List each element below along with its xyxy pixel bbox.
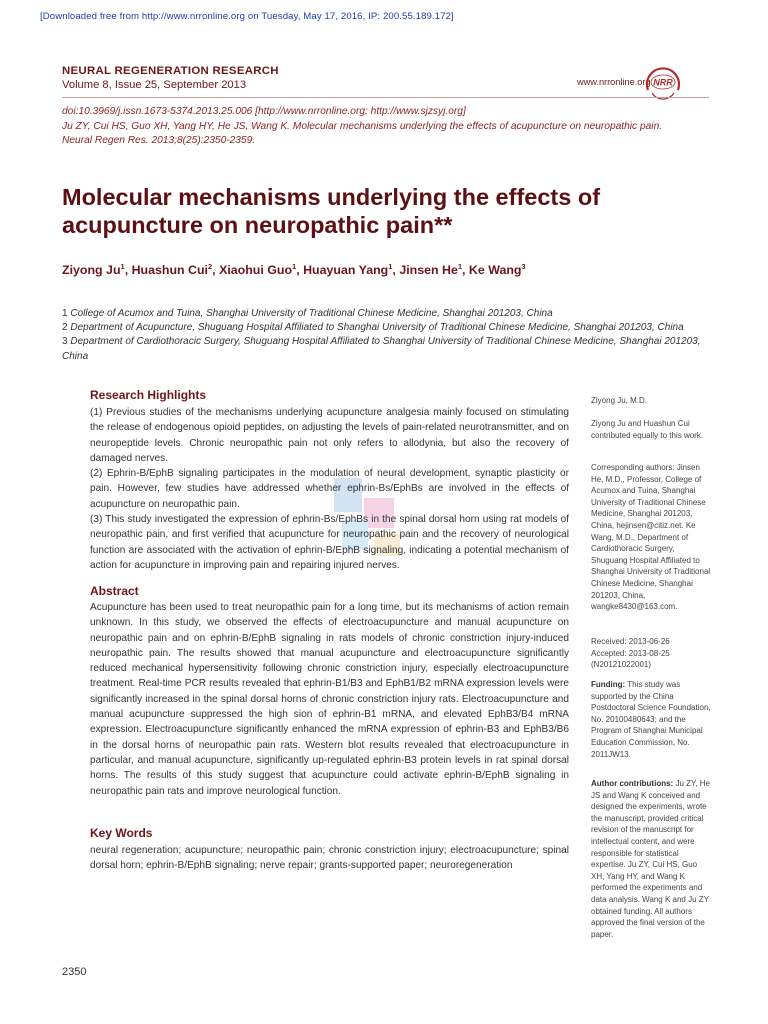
affiliation-3 [62, 334, 712, 364]
funding-label: Funding: [591, 680, 626, 689]
received-date: Received: 2013-06-26 [591, 637, 670, 646]
sidebar-equal-contribution: Ziyong Ju and Huashun Cui contributed equally to this work. [591, 419, 704, 440]
affiliation-2 [62, 320, 712, 335]
journal-volume: Volume 8, Issue 25, September 2013 [62, 79, 247, 91]
accepted-date: Accepted: 2013-08-25 [591, 648, 670, 658]
download-note: [Downloaded free from http://www.nrronline.org on Tuesday, May 17, 2016, IP: 200.55.189.172] [40, 11, 454, 22]
keywords-heading: Key Words [90, 826, 153, 840]
author-affiliation-number: 1 [120, 262, 125, 271]
highlight-item: (1) Previous studies of the mechanisms underlying acupuncture analgesia mainly focused on stimulating the release of endogenous opioid peptides, on adjusting the levels of pain-related neurotransmitter, and on neuropeptide levels. Chronic neuropathic pain not only refers to allodynia, but also the recovery of damaged nerves. [90, 407, 569, 464]
author-affiliation-number: 1 [457, 262, 463, 271]
author-affiliation-number: 1 [292, 262, 297, 271]
author-name: Jinsen He [399, 263, 458, 278]
article-title [62, 183, 712, 239]
author-affiliation-number: 2 [208, 262, 213, 271]
highlight-item: (3) This study investigated the expression of ephrin-Bs/EphBs in the spinal dorsal horn using rat models of neuropathic pain, and first verified that acupuncture for neuropathic pain and the recovery of neurological function are associated with the activation of ephrin-B/EphB signaling, indicating a potential mechanism of action for acupuncture in improving pain and repairing injured nerves. [90, 514, 569, 571]
author-name: Ziyong Ju [62, 263, 121, 278]
author-name: Xiaohui Guo [219, 263, 293, 278]
author-list: Ziyong Ju$^1$, Huashun Cui$^2$, Xiaohui Guo$^1$, Huayuan Yang$^1$, Jinsen He$^1$, Ke Wang$^3$ [62, 262, 526, 278]
sidebar-author-bio: Ziyong Ju, M.D. [591, 396, 648, 405]
title-line-1: Molecular mechanisms underlying the effects of [62, 184, 601, 210]
contributions-text: Ju ZY, He JS and Wang K conceived and designed the experiments, wrote the manuscript, provided critical revision of the manuscript for intellectual content, and were responsible for statistical expertise. Ju ZY, Cui HS, Guo XH, Yang HY, and Wang K performed the experiments and data analysis. Wang K and Ju ZY obtained funding. All authors approved the final version of the paper. [591, 779, 710, 939]
title-line-2: acupuncture on neuropathic pain** [62, 212, 453, 238]
sidebar-corresponding-authors: Corresponding authors: Jinsen He, M.D., Professor, College of Acumox and Tuina, Shanghai University of Traditional Chinese Medicine, Shanghai 201203, China, hejinsen@citiz.net. Ke Wang, M.D., Department of Cardiothoracic Surgery, Shuguang Hospital Affiliated to Shanghai University of Traditional Chinese Medicine, Shanghai 201203, China, wangke8430@163.com. [591, 463, 711, 612]
sidebar-author-contributions [591, 778, 711, 940]
highlight-item: (2) Ephrin-B/EphB signaling participates in the modulation of neural development, synaptic plasticity or pain. However, few studies have addressed whether ephrin-Bs/EphBs are involved in the effects of acupuncture on neuropathic pain. [90, 468, 569, 510]
affiliation-number: 1 [62, 308, 68, 319]
page-number: 2350 [62, 966, 87, 978]
affiliation-text: College of Acumox and Tuina, Shanghai University of Traditional Chinese Medicine, Shanghai 201203, China [70, 308, 553, 319]
doi-line: doi:10.3969/j.issn.1673-5374.2013.25.006 [http://www.nrronline.org; http://www.sjzsyj.org] [62, 106, 466, 117]
citation-journal-line: Neural Regen Res. 2013;8(25):2350-2359. [62, 135, 256, 146]
research-highlights-heading: Research Highlights [90, 388, 207, 402]
affiliation-text: Department of Acupuncture, Shuguang Hospital Affiliated to Shanghai University of Traditional Chinese Medicine, Shanghai 201203, China [70, 322, 684, 333]
author-name: Huayuan Yang [303, 263, 389, 278]
funding-text: This study was supported by the China Postdoctoral Science Foundation, No. 20100480643; and the Program of Shanghai Municipal Education Commission, No. 2011JW13. [591, 680, 711, 759]
keywords-text: neural regeneration; acupuncture; neuropathic pain; chronic constriction injury; electroacupuncture; spinal dorsal horn; ephrin-B/EphB signaling; nerve repair; grants-supported paper; neuroregeneration [90, 845, 569, 872]
author-affiliation-number: 1 [388, 262, 393, 271]
affiliation-number: 3 [62, 336, 68, 347]
citation-authors-line: Ju ZY, Cui HS, Guo XH, Yang HY, He JS, Wang K. Molecular mechanisms underlying the effects of acupuncture on neuropathic pain. [62, 121, 663, 132]
manuscript-id: (N20121022001) [591, 660, 652, 670]
journal-url[interactable]: www.nrronline.org [577, 77, 651, 87]
affiliation-text: Department of Cardiothoracic Surgery, Shuguang Hospital Affiliated to Shanghai University of Traditional Chinese Medicine, Shanghai 201203, China [62, 336, 701, 362]
author-name: Ke Wang [468, 263, 522, 278]
author-name: Huashun Cui [131, 263, 208, 278]
contributions-label: Author contributions: [591, 779, 674, 788]
author-affiliation-number: 3 [521, 262, 526, 271]
affiliation-1 [62, 306, 712, 321]
affiliation-number: 2 [62, 322, 68, 333]
sidebar-dates [591, 636, 711, 671]
journal-name: NEURAL REGENERATION RESEARCH [62, 65, 279, 77]
abstract-text: Acupuncture has been used to treat neuropathic pain for a long time, but its mechanisms of action remain unknown. In this study, we observed the effects of electroacupuncture and manual acupuncture on neuropathic pain and on ephrin-B/EphB signaling in rats models of chronic constriction injury-induced neuropathic pain. The results showed that manual acupuncture and electroacupuncture significantly reduced mechanical hypersensitivity following chronic constriction injury, especially electroacupuncture treatment. Real-time PCR results revealed that ephrin-B1/B3 and EphB1/B2 mRNA expression levels were significantly increased in the spinal dorsal horns of chronic constriction injury rats. Electroacupuncture and manual acupuncture suppressed the high sion of ephrin-B1 mRNA, and elevated EphB3/B4 mRNA expression. Electroacupuncture significantly enhanced the mRNA expression of ephrin-B3 and EphB3/B6 in the dorsal horns of neuropathic pain rats. Western blot results revealed that electroacupuncture in particular, and manual acupuncture, significantly up-regulated ephrin-B3 protein levels in rat spinal dorsal horns. The results of this study suggest that acupuncture could activate ephrin-B/EphB signaling in neuropathic pain rats and improve neurological function. [90, 602, 569, 797]
logo-text: NRR [653, 77, 673, 88]
sidebar-funding [591, 679, 711, 760]
header-divider [62, 97, 709, 98]
abstract-heading: Abstract [90, 584, 139, 598]
